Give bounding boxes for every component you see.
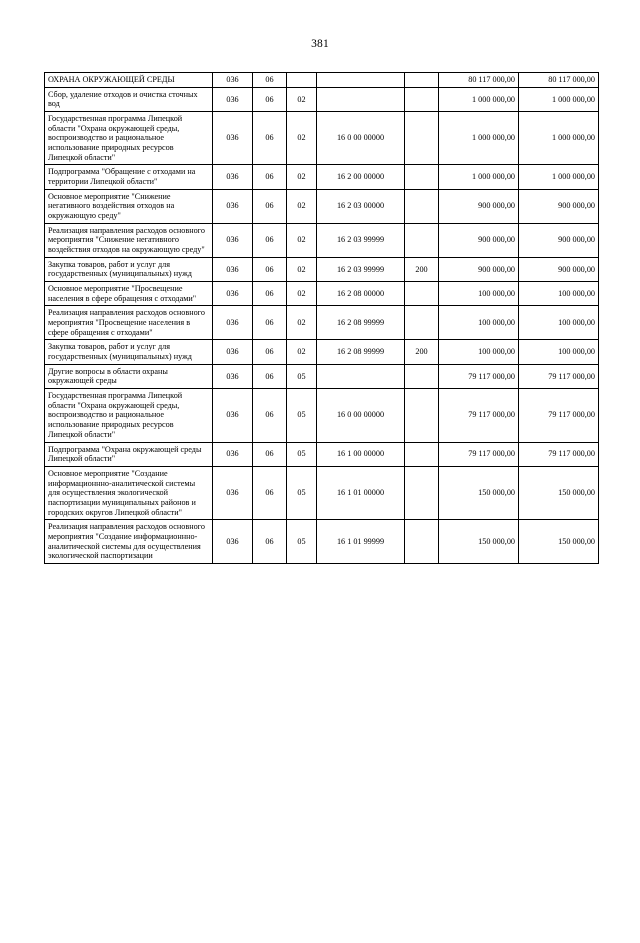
cell-subsection: 02 <box>287 223 317 257</box>
cell-amount-year-2: 1 000 000,00 <box>519 165 599 189</box>
cell-amount-year-1: 900 000,00 <box>439 189 519 223</box>
cell-expense-type <box>405 189 439 223</box>
table-row <box>45 282 599 306</box>
cell-subsection: 02 <box>287 165 317 189</box>
cell-amount-year-2: 79 117 000,00 <box>519 389 599 442</box>
cell-subsection: 02 <box>287 282 317 306</box>
cell-chief-administrator: 036 <box>213 165 253 189</box>
cell-chief-administrator: 036 <box>213 340 253 364</box>
cell-amount-year-2: 1 000 000,00 <box>519 87 599 111</box>
cell-chief-administrator: 036 <box>213 112 253 165</box>
table-row <box>45 389 599 442</box>
cell-target-item: 16 1 01 99999 <box>317 520 405 564</box>
cell-subsection <box>287 73 317 88</box>
cell-name: Основное мероприятие "Создание информационнно-аналитической системы для осуществления экологической паспортизации муниципальных районов и городских округов Липецкой области" <box>45 466 213 519</box>
cell-name: Реализация направления расходов основного мероприятия "Просвещение населения в сфере обращения с отходами" <box>45 306 213 340</box>
cell-expense-type <box>405 223 439 257</box>
cell-expense-type <box>405 112 439 165</box>
cell-target-item: 16 1 00 00000 <box>317 442 405 466</box>
table-row <box>45 73 599 88</box>
cell-amount-year-2: 900 000,00 <box>519 257 599 281</box>
cell-target-item: 16 1 01 00000 <box>317 466 405 519</box>
document-page <box>0 38 640 943</box>
cell-subsection: 05 <box>287 520 317 564</box>
cell-section: 06 <box>253 340 287 364</box>
cell-amount-year-1: 900 000,00 <box>439 257 519 281</box>
table-row <box>45 442 599 466</box>
cell-amount-year-1: 80 117 000,00 <box>439 73 519 88</box>
cell-chief-administrator: 036 <box>213 282 253 306</box>
cell-subsection: 02 <box>287 306 317 340</box>
cell-expense-type <box>405 73 439 88</box>
cell-target-item: 16 2 08 99999 <box>317 340 405 364</box>
table-row <box>45 466 599 519</box>
table-row <box>45 257 599 281</box>
cell-chief-administrator: 036 <box>213 189 253 223</box>
cell-section: 06 <box>253 73 287 88</box>
cell-amount-year-1: 1 000 000,00 <box>439 165 519 189</box>
cell-expense-type <box>405 87 439 111</box>
cell-subsection: 02 <box>287 112 317 165</box>
cell-subsection: 05 <box>287 466 317 519</box>
cell-section: 06 <box>253 389 287 442</box>
cell-name: Государственная программа Липецкой области "Охрана окружающей среды, воспроизводство и рациональное использование природных ресурсов Липецкой области" <box>45 389 213 442</box>
table-row <box>45 520 599 564</box>
cell-amount-year-1: 900 000,00 <box>439 223 519 257</box>
cell-subsection: 05 <box>287 442 317 466</box>
cell-chief-administrator: 036 <box>213 520 253 564</box>
cell-subsection: 05 <box>287 364 317 388</box>
cell-name: Основное мероприятие "Снижение негативного воздействия отходов на окружающую среду" <box>45 189 213 223</box>
cell-amount-year-2: 1 000 000,00 <box>519 112 599 165</box>
cell-expense-type <box>405 306 439 340</box>
cell-name: Подпрограмма "Обращение с отходами на территории Липецкой области" <box>45 165 213 189</box>
cell-name: ОХРАНА ОКРУЖАЮЩЕЙ СРЕДЫ <box>45 73 213 88</box>
cell-expense-type <box>405 364 439 388</box>
cell-amount-year-1: 100 000,00 <box>439 340 519 364</box>
cell-section: 06 <box>253 466 287 519</box>
cell-amount-year-2: 80 117 000,00 <box>519 73 599 88</box>
cell-amount-year-2: 150 000,00 <box>519 520 599 564</box>
cell-target-item <box>317 87 405 111</box>
table-row <box>45 112 599 165</box>
cell-target-item <box>317 73 405 88</box>
page-number: 381 <box>311 38 329 50</box>
cell-section: 06 <box>253 189 287 223</box>
cell-subsection: 02 <box>287 87 317 111</box>
cell-amount-year-1: 79 117 000,00 <box>439 389 519 442</box>
cell-section: 06 <box>253 282 287 306</box>
cell-section: 06 <box>253 364 287 388</box>
cell-chief-administrator: 036 <box>213 364 253 388</box>
budget-table <box>44 72 599 564</box>
cell-amount-year-1: 1 000 000,00 <box>439 112 519 165</box>
cell-amount-year-1: 150 000,00 <box>439 520 519 564</box>
cell-amount-year-1: 79 117 000,00 <box>439 364 519 388</box>
cell-subsection: 05 <box>287 389 317 442</box>
cell-expense-type <box>405 165 439 189</box>
table-row <box>45 87 599 111</box>
cell-chief-administrator: 036 <box>213 442 253 466</box>
cell-section: 06 <box>253 112 287 165</box>
table-row <box>45 364 599 388</box>
cell-target-item: 16 2 00 00000 <box>317 165 405 189</box>
cell-section: 06 <box>253 257 287 281</box>
budget-table-body <box>45 73 599 564</box>
cell-expense-type <box>405 466 439 519</box>
cell-amount-year-2: 900 000,00 <box>519 189 599 223</box>
cell-name: Другие вопросы в области охраны окружающей среды <box>45 364 213 388</box>
cell-chief-administrator: 036 <box>213 87 253 111</box>
cell-amount-year-1: 100 000,00 <box>439 306 519 340</box>
cell-section: 06 <box>253 223 287 257</box>
cell-expense-type <box>405 442 439 466</box>
cell-amount-year-2: 100 000,00 <box>519 306 599 340</box>
table-row <box>45 306 599 340</box>
cell-amount-year-1: 1 000 000,00 <box>439 87 519 111</box>
cell-expense-type: 200 <box>405 340 439 364</box>
cell-expense-type: 200 <box>405 257 439 281</box>
cell-amount-year-2: 100 000,00 <box>519 282 599 306</box>
cell-target-item: 16 2 08 00000 <box>317 282 405 306</box>
cell-section: 06 <box>253 520 287 564</box>
cell-section: 06 <box>253 306 287 340</box>
cell-amount-year-2: 79 117 000,00 <box>519 364 599 388</box>
table-row <box>45 340 599 364</box>
cell-chief-administrator: 036 <box>213 389 253 442</box>
cell-chief-administrator: 036 <box>213 466 253 519</box>
cell-target-item: 16 2 03 99999 <box>317 223 405 257</box>
cell-amount-year-2: 79 117 000,00 <box>519 442 599 466</box>
cell-chief-administrator: 036 <box>213 223 253 257</box>
cell-amount-year-1: 100 000,00 <box>439 282 519 306</box>
cell-target-item: 16 2 08 99999 <box>317 306 405 340</box>
cell-chief-administrator: 036 <box>213 257 253 281</box>
cell-target-item <box>317 364 405 388</box>
cell-name: Реализация направления расходов основного мероприятия "Создание информационнно-аналитической системы для осуществления экологической паспортизации <box>45 520 213 564</box>
cell-target-item: 16 2 03 00000 <box>317 189 405 223</box>
cell-amount-year-1: 79 117 000,00 <box>439 442 519 466</box>
cell-amount-year-2: 900 000,00 <box>519 223 599 257</box>
table-row <box>45 223 599 257</box>
cell-expense-type <box>405 389 439 442</box>
table-row <box>45 189 599 223</box>
cell-amount-year-2: 150 000,00 <box>519 466 599 519</box>
cell-name: Закупка товаров, работ и услуг для государственных (муниципальных) нужд <box>45 257 213 281</box>
budget-table-wrap <box>44 72 598 564</box>
cell-name: Основное мероприятие "Просвещение населения в сфере обращения с отходами" <box>45 282 213 306</box>
cell-section: 06 <box>253 165 287 189</box>
cell-target-item: 16 0 00 00000 <box>317 112 405 165</box>
cell-name: Закупка товаров, работ и услуг для государственных (муниципальных) нужд <box>45 340 213 364</box>
cell-amount-year-1: 150 000,00 <box>439 466 519 519</box>
cell-name: Сбор, удаление отходов и очистка сточных вод <box>45 87 213 111</box>
table-row <box>45 165 599 189</box>
cell-subsection: 02 <box>287 340 317 364</box>
cell-target-item: 16 0 00 00000 <box>317 389 405 442</box>
cell-amount-year-2: 100 000,00 <box>519 340 599 364</box>
cell-target-item: 16 2 03 99999 <box>317 257 405 281</box>
cell-chief-administrator: 036 <box>213 306 253 340</box>
cell-subsection: 02 <box>287 257 317 281</box>
cell-name: Подпрограмма "Охрана окружающей среды Липецкой области" <box>45 442 213 466</box>
cell-expense-type <box>405 520 439 564</box>
cell-section: 06 <box>253 442 287 466</box>
cell-name: Государственная программа Липецкой области "Охрана окружающей среды, воспроизводство и рациональное использование природных ресурсов Липецкой области" <box>45 112 213 165</box>
cell-name: Реализация направления расходов основного мероприятия "Снижение негативного воздействия отходов на окружающую среду" <box>45 223 213 257</box>
cell-chief-administrator: 036 <box>213 73 253 88</box>
cell-section: 06 <box>253 87 287 111</box>
cell-subsection: 02 <box>287 189 317 223</box>
cell-expense-type <box>405 282 439 306</box>
